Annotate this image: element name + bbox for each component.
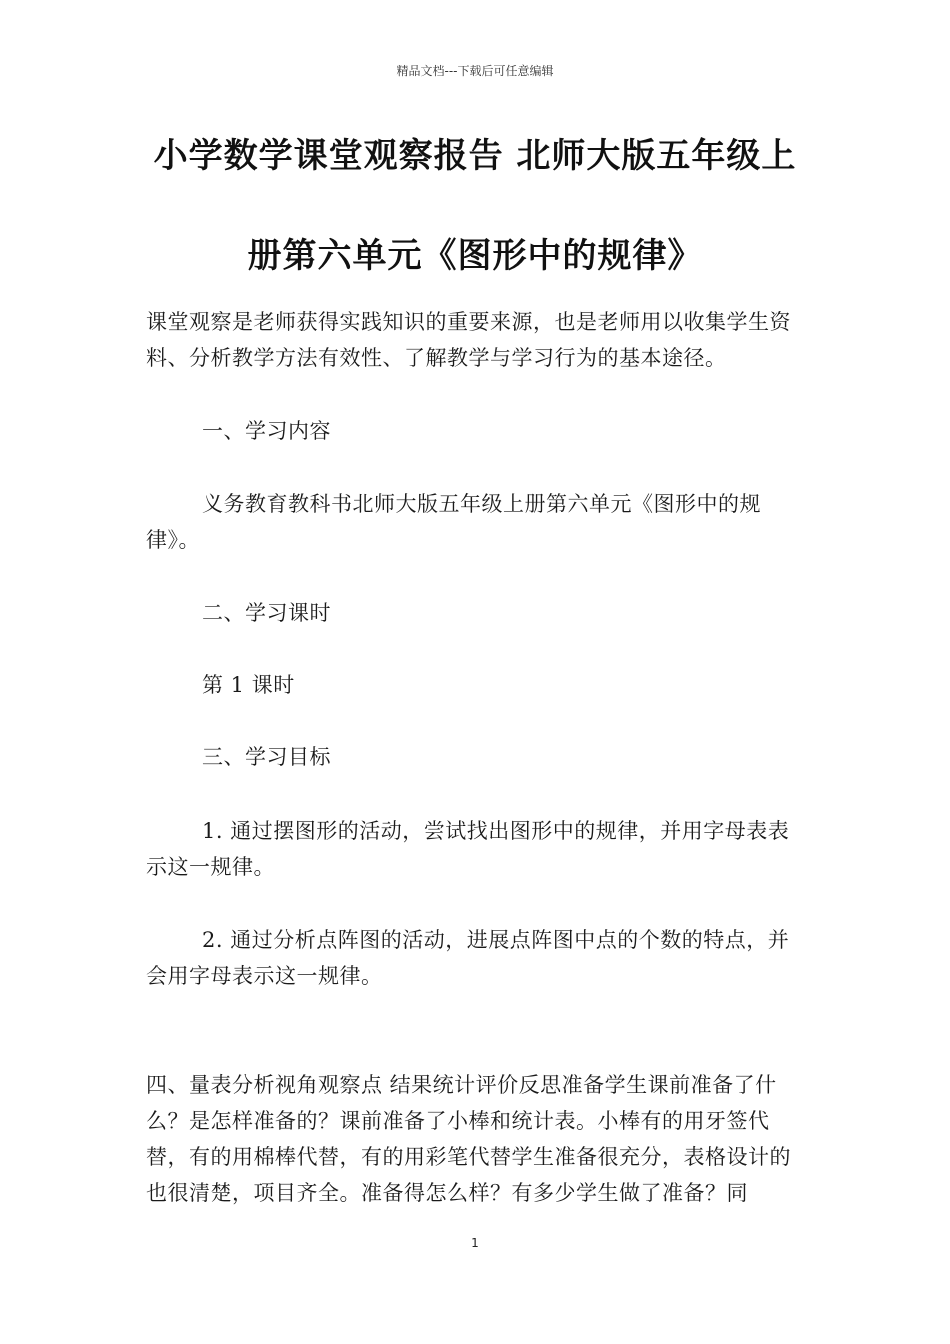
section-1-heading: 一、学习内容 [202, 419, 331, 443]
intro-paragraph: 课堂观察是老师获得实践知识的重要来源，也是老师用以收集学生资料、分析教学方法有效性、了解教学与学习行为的基本途径。 [146, 310, 791, 370]
section-2-body: 第 1 课时 [202, 673, 295, 697]
page-number: 1 [471, 1236, 479, 1250]
document-title-line-2: 册第六单元《图形中的规律》 [247, 236, 703, 276]
document-title-line-1: 小学数学课堂观察报告 北师大版五年级上 [153, 136, 797, 176]
section-1-body: 义务教育教科书北师大版五年级上册第六单元《图形中的规律》。 [146, 492, 761, 552]
goal-1: 1. 通过摆图形的活动，尝试找出图形中的规律，并用字母表表示这一规律。 [146, 819, 790, 879]
section-3-heading: 三、学习目标 [202, 745, 331, 769]
section-2-heading: 二、学习课时 [202, 601, 331, 625]
goal-2: 2. 通过分析点阵图的活动，进展点阵图中点的个数的特点，并会用字母表示这一规律。 [146, 928, 790, 988]
header-note: 精品文档---下载后可任意编辑 [396, 64, 554, 78]
section-4-paragraph: 四、量表分析视角观察点 结果统计评价反思准备学生课前准备了什么？是怎样准备的？课前准备了小棒和统计表。小棒有的用牙签代替，有的用棉棒代替，有的用彩笔代替学生准备很充分，表格设计的也很清楚，项目齐全。准备得怎么样？有多少学生做了准备？同 [146, 1073, 791, 1205]
